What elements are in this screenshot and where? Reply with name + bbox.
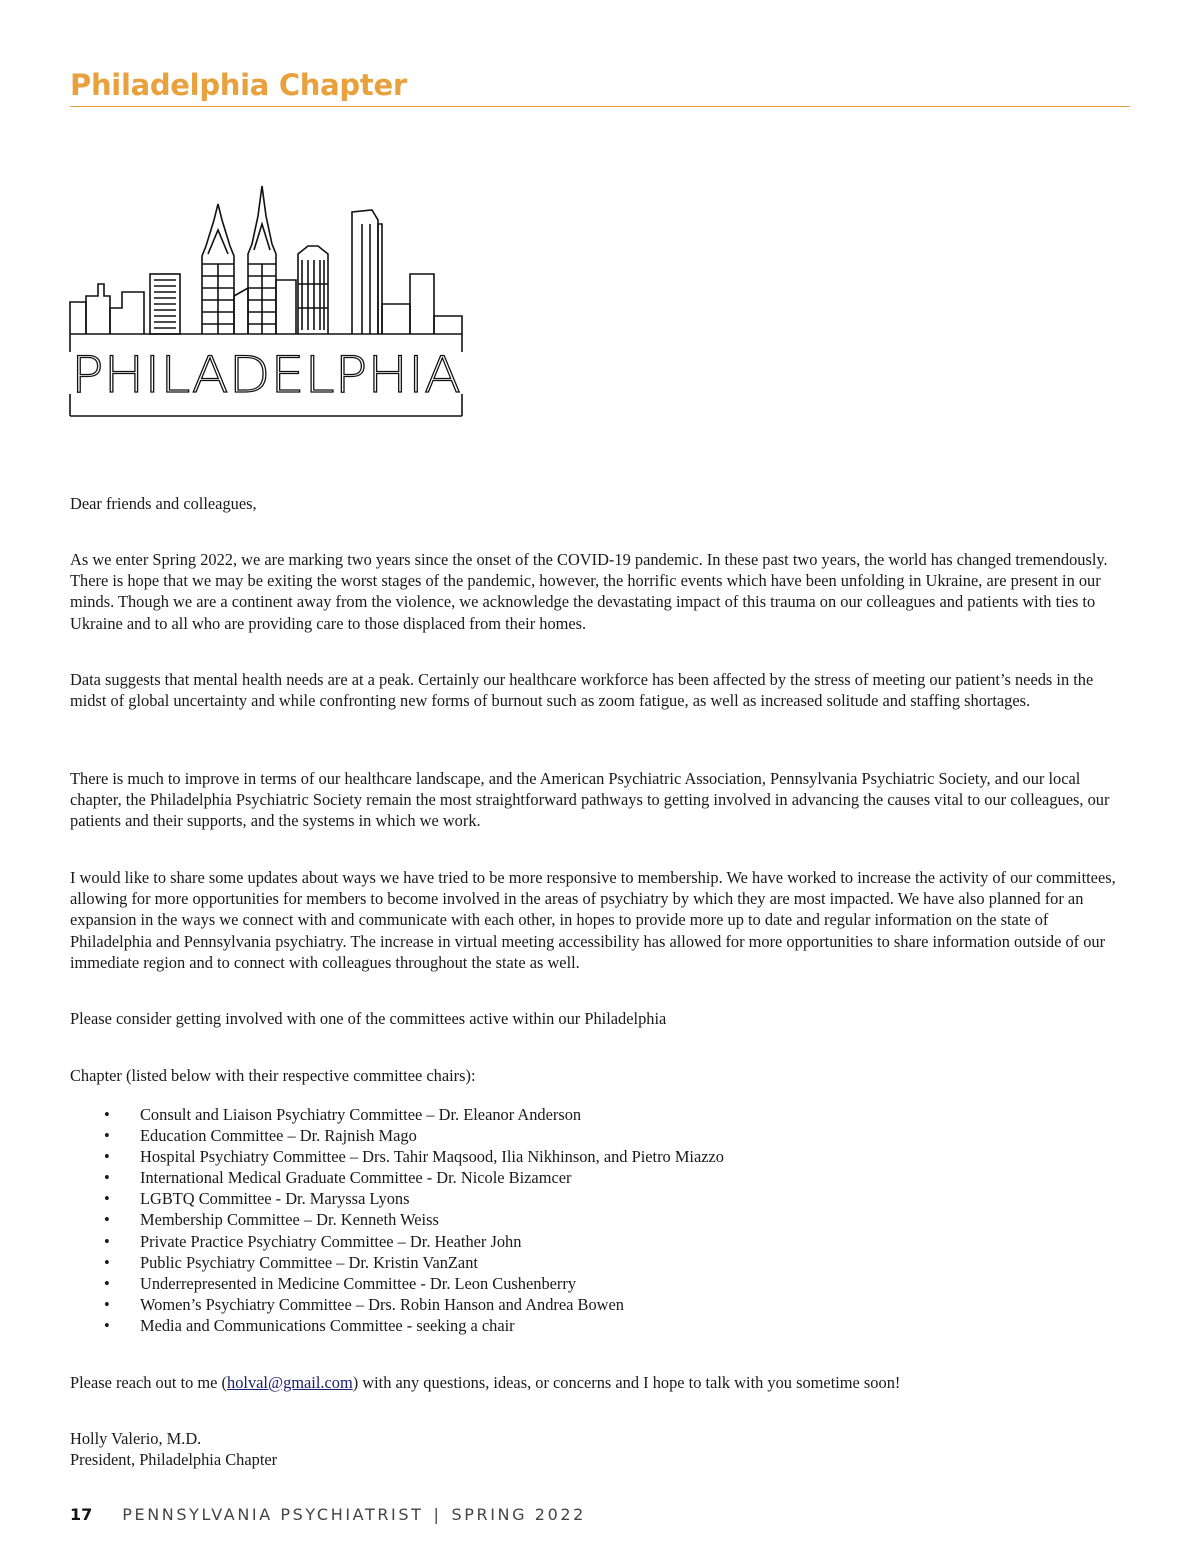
list-item: • Underrepresented in Medicine Committee - Dr. Leon Cushenberry <box>104 1273 577 1293</box>
committee-list <box>70 1104 1130 1336</box>
page-title: Philadelphia Chapter <box>70 68 407 102</box>
list-item: • LGBTQ Committee - Dr. Maryssa Lyons <box>104 1189 410 1209</box>
page-number: 17 <box>70 1505 93 1524</box>
list-item: • Media and Communications Committee - seeking a chair <box>104 1315 515 1335</box>
paragraph: Data suggests that mental health needs are at a peak. Certainly our healthcare workforce has been affected by the stress of meeting our patient’s needs in the midst of global uncertainty and while confronting new forms of burnout such as zoom fatigue, as well as increased solitude and staffing shortages. <box>70 670 1094 711</box>
paragraph: I would like to share some updates about ways we have tried to be more responsive to membership. We have worked to increase the activity of our committees, allowing for more opportunities for members to become involved in the areas of psychiatry by which they are most impacted. We have also planned for an expansion in the ways we connect with and communicate with each other, in hopes to provide more up to date and regular information on the state of Philadelphia and Pennsylvania psychiatry. The increase in virtual meeting accessibility has allowed for more opportunities to share information outside of our immediate region and to connect with colleagues throughout the state as well. <box>70 868 1116 972</box>
logo-wordmark: PHILADELPHIA <box>71 346 461 404</box>
list-item: • Women’s Psychiatry Committee – Drs. Robin Hanson and Andrea Bowen <box>104 1294 624 1314</box>
list-item: • Public Psychiatry Committee – Dr. Kristin VanZant <box>104 1252 478 1272</box>
issue-label: SPRING 2022 <box>451 1505 586 1524</box>
paragraph: There is much to improve in terms of our healthcare landscape, and the American Psychiatric Association, Pennsylvania Psychiatric Society, and our local chapter, the Philadelphia Psychiatric Society remain the most straightforward pathways to getting involved in advancing the causes vital to our colleagues, our patients and their supports, and the systems in which we work. <box>70 769 1110 831</box>
footer-separator: | <box>433 1505 442 1524</box>
list-item: • Consult and Liaison Psychiatry Committee – Dr. Eleanor Anderson <box>104 1105 582 1124</box>
signature-title: President, Philadelphia Chapter <box>70 1450 278 1470</box>
greeting: Dear friends and colleagues, <box>70 494 257 513</box>
philadelphia-skyline-icon <box>68 184 464 420</box>
page-footer <box>70 1505 586 1524</box>
publication-name: PENNSYLVANIA PSYCHIATRIST <box>122 1505 424 1524</box>
list-item: • Membership Committee – Dr. Kenneth Weiss <box>104 1210 439 1230</box>
closing-paragraph: Please reach out to me (holval@gmail.com) with any questions, ideas, or concerns and I hope to talk with you sometime soon! <box>70 1373 901 1392</box>
list-item: • Education Committee – Dr. Rajnish Mago <box>104 1126 417 1146</box>
signature <box>70 1428 1130 1470</box>
email-link[interactable]: holval@gmail.com <box>227 1373 353 1392</box>
list-item: • International Medical Graduate Committee - Dr. Nicole Bizamcer <box>104 1168 572 1188</box>
list-item: • Hospital Psychiatry Committee – Drs. Tahir Maqsood, Ilia Nikhinson, and Pietro Miazzo <box>104 1147 724 1167</box>
paragraph: Please consider getting involved with one of the committees active within our Philadelphia <box>70 1009 667 1028</box>
signature-name: Holly Valerio, M.D. <box>70 1429 202 1448</box>
paragraph: Chapter (listed below with their respective committee chairs): <box>70 1066 476 1085</box>
list-item: • Private Practice Psychiatry Committee – Dr. Heather John <box>104 1231 522 1251</box>
title-divider <box>70 106 1130 107</box>
paragraph: As we enter Spring 2022, we are marking two years since the onset of the COVID-19 pandemic. In these past two years, the world has changed tremendously. There is hope that we may be exiting the worst stages of the pandemic, however, the horrific events which have been unfolding in Ukraine, are present in our minds. Though we are a continent away from the violence, we acknowledge the devastating impact of this trauma on our colleagues and patients with ties to Ukraine and to all who are providing care to those displaced from their homes. <box>70 550 1108 633</box>
